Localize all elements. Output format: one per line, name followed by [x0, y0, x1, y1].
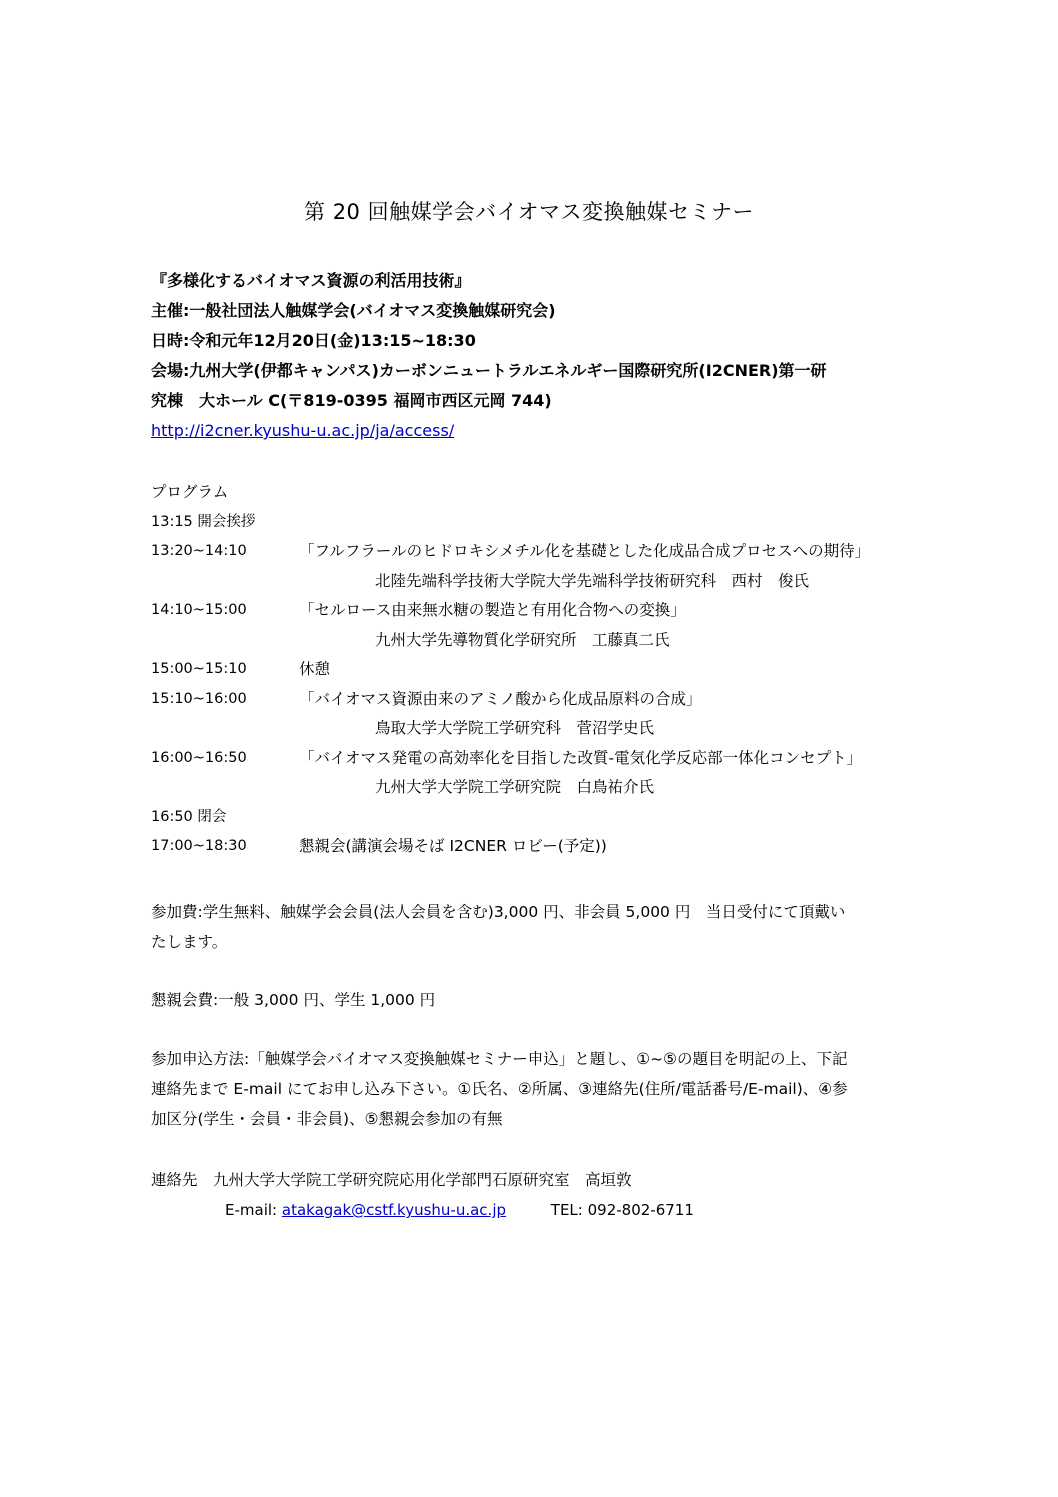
talk-title: 「フルフラールのヒドロキシメチル化を基礎とした化成品合成プロセスへの期待」 [299, 542, 871, 560]
break-time: 15:00~15:10 [151, 661, 247, 677]
closing-label: 16:50 閉会 [151, 808, 227, 825]
application-method [151, 1044, 921, 1134]
talk-title: 「セルロース由来無水糖の製造と有用化合物への変換」 [299, 601, 686, 619]
speaker-row [151, 714, 921, 744]
reception-fee: 懇親会費:一般 3,000 円、学生 1,000 円 [151, 991, 436, 1009]
event-info [151, 266, 921, 446]
contact-tel: TEL: 092-802-6711 [550, 1201, 694, 1219]
venue-line-1: 会場:九州大学(伊都キャンパス)カーボンニュートラルエネルギー国際研究所(I2CNER)第一研 [151, 361, 827, 380]
talk-time: 14:10~15:00 [151, 602, 247, 618]
program-opening [151, 508, 921, 538]
talk-title: 「バイオマス資源由来のアミノ酸から化成品原料の合成」 [299, 689, 702, 708]
application-line-2: 連絡先まで E-mail にてお申し込み下さい。①氏名、②所属、③連絡先(住所/電話番号/E-mail)、④参 [151, 1080, 848, 1098]
talk-row [151, 537, 921, 567]
talk-speaker: 北陸先端科学技術大学院大学先端科学技術研究科 西村 俊氏 [375, 571, 810, 590]
document-title: 第 20 回触媒学会バイオマス変換触媒セミナー [304, 200, 754, 224]
venue-line-2: 究棟 大ホール C(〒819-0395 福岡市西区元岡 744) [151, 391, 552, 410]
talk-time: 15:10~16:00 [151, 690, 247, 707]
fee-line-2: たします。 [151, 933, 228, 951]
speaker-row [151, 567, 921, 597]
application-line-1: 参加申込方法:「触媒学会バイオマス変換触媒セミナー申込」と題し、①~⑤の題目を明記の上、下記 [151, 1050, 848, 1068]
talk-row [151, 685, 921, 715]
reception-row [151, 832, 921, 862]
program-heading-label: プログラム [151, 483, 229, 501]
talk-row [151, 744, 921, 774]
event-datetime: 日時:令和元年12月20日(金)13:15~18:30 [151, 331, 476, 350]
participation-fee [151, 897, 921, 957]
seminar-theme: 『多様化するバイオマス資源の利活用技術』 [151, 271, 471, 290]
talk-speaker: 九州大学先導物質化学研究所 工藤真二氏 [375, 630, 670, 649]
reception-label: 懇親会(講演会場そば I2CNER ロビー(予定)) [299, 837, 607, 855]
contact-line: 連絡先 九州大学大学院工学研究院応用化学部門石原研究室 高垣敦 [151, 1171, 632, 1189]
fee-line-1: 参加費:学生無料、触媒学会会員(法人会員を含む)3,000 円、非会員 5,000 円 当日受付にて頂戴い [151, 903, 846, 921]
break-label: 休憩 [299, 660, 331, 678]
contact-details [225, 1195, 694, 1225]
talk-speaker: 鳥取大学大学院工学研究科 菅沼学史氏 [375, 719, 655, 737]
talk-title: 「バイオマス発電の高効率化を目指した改質-電気化学反応部一体化コンセプト」 [299, 748, 863, 767]
talk-time: 13:20~14:10 [151, 543, 247, 559]
break-row [151, 655, 921, 685]
reception-time: 17:00~18:30 [151, 838, 247, 854]
program-heading [151, 478, 921, 508]
venue-access-link[interactable]: http://i2cner.kyushu-u.ac.jp/ja/access/ [151, 421, 455, 440]
program-closing [151, 803, 921, 833]
speaker-row [151, 773, 921, 803]
talk-speaker: 九州大学大学院工学研究院 白鳥祐介氏 [375, 778, 655, 796]
organizer: 主催:一般社団法人触媒学会(バイオマス変換触媒研究会) [151, 301, 556, 320]
email-label: E-mail: [225, 1201, 278, 1219]
talk-time: 16:00~16:50 [151, 749, 247, 766]
application-line-3: 加区分(学生・会員・非会員)、⑤懇親会参加の有無 [151, 1110, 503, 1128]
speaker-row [151, 626, 921, 656]
talk-row [151, 596, 921, 626]
contact-email-link[interactable]: atakagak@cstf.kyushu-u.ac.jp [281, 1201, 507, 1219]
program [151, 478, 921, 862]
opening-label: 13:15 開会挨拶 [151, 513, 256, 530]
